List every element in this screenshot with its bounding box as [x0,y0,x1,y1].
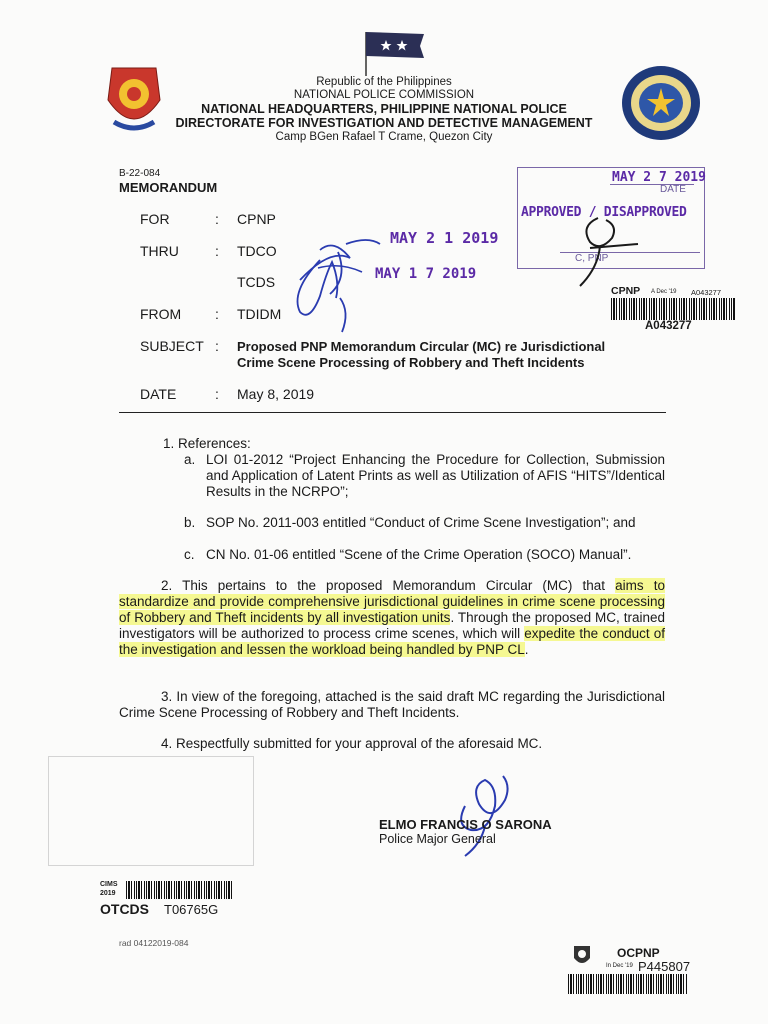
p2-part-a: 2. This pertains to the proposed Memorandum Circular (MC) that [161,578,616,593]
from-colon: : [215,306,219,322]
tcds-initials [280,252,370,336]
cpnp-code-small: A043277 [691,288,722,297]
tdco-stamp-date: MAY 2 1 2019 [390,229,499,247]
from-label: FROM [140,306,182,322]
ocpnp-small: In Dec '19 [606,963,633,969]
header-nhq: NATIONAL HEADQUARTERS, PHILIPPINE NATIONAL POLICE [201,102,567,116]
thru-value-tdco: TDCO [237,243,277,259]
date-label: DATE [140,386,177,402]
for-colon: : [215,211,219,227]
cims-year: 2019 [100,890,116,897]
ocpnp-barcode [568,974,688,994]
subject-line-2: Crime Scene Processing of Robbery and Theft Incidents [237,355,585,370]
for-value: CPNP [237,211,276,227]
ocpnp-label: OCPNP [617,946,660,960]
ref-c-text: CN No. 01-06 entitled “Scene of the Crime Operation (SOCO) Manual”. [206,547,632,562]
footer-reference: rad 04122019-084 [119,938,189,948]
faded-stamp [48,756,254,866]
header-didm: DIRECTORATE FOR INVESTIGATION AND DETECTIVE MANAGEMENT [175,116,593,130]
paragraph-4: 4. Respectfully submitted for your approval of the aforesaid MC. [161,736,543,751]
ref-a-label: a. [184,452,196,467]
paragraph-3: 3. In view of the foregoing, attached is the said draft MC regarding the Jurisdictional Crime Scene Processing of Robbery and Theft Incidents. [119,689,665,720]
pnp-small-seal-icon [572,944,592,968]
for-label: FOR [140,211,170,227]
ref-a-text: LOI 01-2012 “Project Enhancing the Procedure for Collection, Submission and Application of Latent Prints as well as Utilization of AFIS “HITS”/Identical Results in the NCRPO”; [206,452,665,499]
p2-part-c: . [524,642,529,657]
otcds-label: OTCDS [100,901,149,917]
cpnp-caption: C, PNP [575,253,609,264]
header-napolcom: NATIONAL POLICE COMMISSION [293,89,475,101]
otcds-code: T06765G [164,902,219,917]
ref-b-text: SOP No. 2011-003 entitled “Conduct of Crime Scene Investigation”; and [206,515,636,530]
signatory-title: Police Major General [379,832,496,846]
cpnp-small: A Dec '19 [651,289,677,295]
approval-date: MAY 2 7 2019 [612,170,706,185]
doc-code: B-22-084 [119,168,161,179]
approval-signature [560,208,650,292]
references-heading: 1. References: [163,436,251,451]
thru-value-tcds: TCDS [237,274,276,290]
cpnp-barcode [611,298,735,320]
cims-label: CIMS [100,881,118,888]
tcds-stamp-date: MAY 1 7 2019 [375,266,477,282]
date-value: May 8, 2019 [237,386,315,402]
flag-icon [362,28,428,78]
header-republic: Republic of the Philippines [316,76,452,88]
subject-line-1: Proposed PNP Memorandum Circular (MC) re Jurisdictional [237,339,606,354]
otcds-barcode [126,881,232,899]
thru-colon: : [215,243,219,259]
header-divider [119,412,666,413]
header-address: Camp BGen Rafael T Crame, Quezon City [275,131,493,143]
doc-type: MEMORANDUM [119,180,218,195]
thru-label: THRU [140,243,179,259]
p2-highlight-1: aims to standardize and provide comprehensive jurisdictional guidelines in crime scene processing of Robbery and Theft incidents by all investigation units [119,578,665,625]
cpnp-code: A043277 [645,320,692,332]
cpnp-tag: CPNP [611,285,641,297]
p2-highlight-2: expedite the conduct of the investigation and lessen the workload being handled by PNP CL [119,626,665,657]
subject-label: SUBJECT [140,338,204,354]
ref-b-label: b. [184,515,196,530]
date-caption: DATE [660,184,686,195]
date-colon: : [215,386,219,402]
from-value: TDIDM [237,306,282,322]
ocpnp-code: P445807 [638,959,691,974]
approved-disapproved: APPROVED / DISAPPROVED [521,205,687,220]
p2-part-b: . Through the proposed MC, trained investigators will be authorized to process crime scenes, which will [119,610,665,641]
subject-colon: : [215,338,219,354]
ref-c-label: c. [184,547,195,562]
signatory-name: ELMO FRANCIS O SARONA [379,817,552,832]
paragraph-2 [119,578,665,658]
